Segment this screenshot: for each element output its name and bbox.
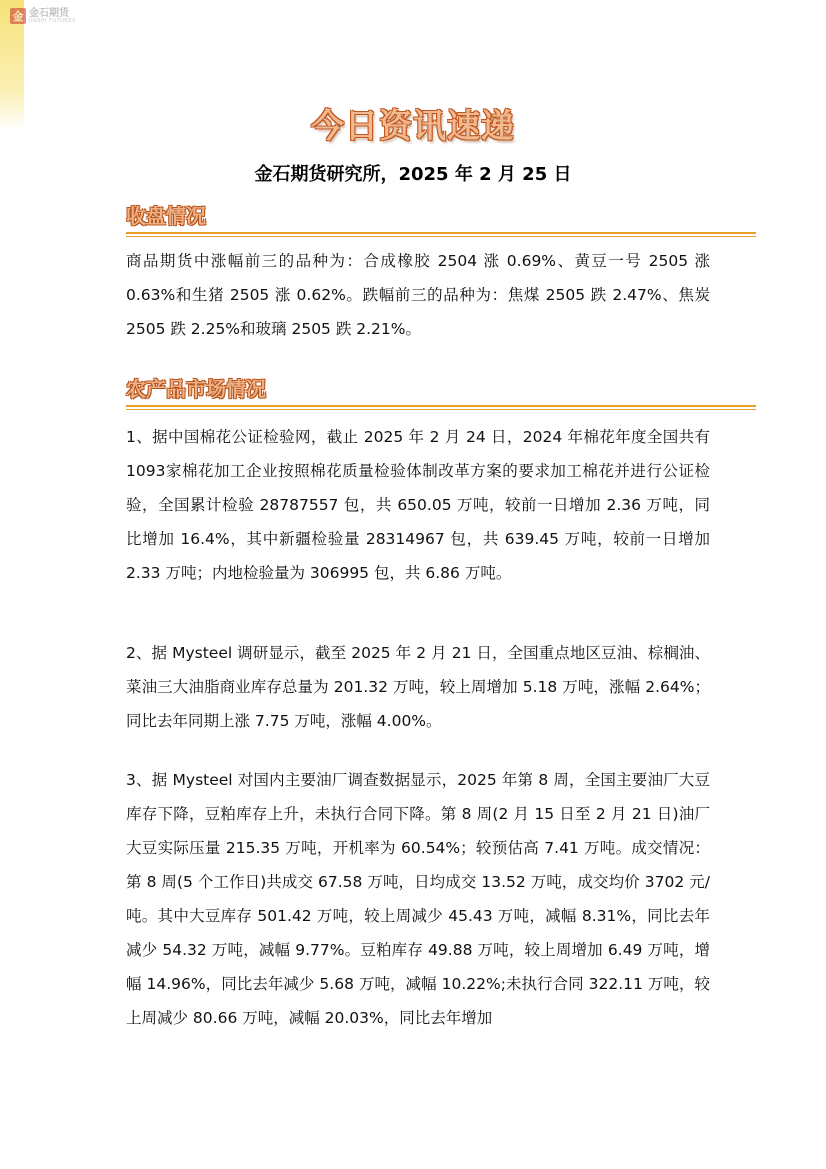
section-divider [126,405,756,410]
logo-text [29,9,76,24]
section-header-agri [126,376,756,410]
section-header-closing [126,203,756,237]
logo-mark-icon: 金 [10,8,26,24]
company-logo [10,6,84,26]
agri-item-3: 3、据 Mysteel 对国内主要油厂调查数据显示，2025 年第 8 周，全国主要油厂大豆库存下降，豆粕库存上升，未执行合同下降。第 8 周(2 月 15 日至 2 月 21 日)油厂大豆实际压量 215.35 万吨，开机率为 60.54%；较预估高 7.41 万吨。成交情况：第 8 周(5 个工作日)共成交 67.58 万吨，日均成交 13.52 万吨，成交均价 3702 元/吨。其中大豆库存 501.42 万吨，较上周减少 45.43 万吨，减幅 8.31%，同比去年减少 54.32 万吨，减幅 9.77%。豆粕库存 49.88 万吨，较上周增加 6.49 万吨，增幅 14.96%，同比去年减少 5.68 万吨，减幅 10.22%;未执行合同 322.11 万吨，较上周减少 80.66 万吨，减幅 20.03%，同比去年增加 [126,771,710,1027]
agri-item-1: 1、据中国棉花公证检验网，截止 2025 年 2 月 24 日，2024 年棉花年度全国共有1093家棉花加工企业按照棉花质量检验体制改革方案的要求加工棉花并进行公证检验，全国累计检验 28787557 包，共 650.05 万吨，较前一日增加 2.36 万吨，同比增加 16.4%，其中新疆检验量 28314967 包，共 639.45 万吨，较前一日增加 2.33 万吨；内地检验量为 306995 包，共 6.86 万吨。 [126,428,710,582]
logo-name-cn: 金石期货 [29,7,69,19]
closing-summary-paragraph: 商品期货中涨幅前三的品种为：合成橡胶 2504 涨 0.69%、黄豆一号 2505 涨 0.63%和生猪 2505 涨 0.62%。跌幅前三的品种为：焦煤 2505 跌 2.47%、焦炭 2505 跌 2.25%和玻璃 2505 跌 2.21%。 [126,252,710,338]
section-title-agri: 农产品市场情况 [126,377,266,401]
logo-name-en: JINSHI FUTURES [29,17,76,24]
agri-item-2: 2、据 Mysteel 调研显示，截至 2025 年 2 月 21 日，全国重点地区豆油、棕榈油、菜油三大油脂商业库存总量为 201.32 万吨，较上周增加 5.18 万吨，涨幅 2.64%；同比去年同期上涨 7.75 万吨，涨幅 4.00%。 [126,644,710,730]
section-title-closing: 收盘情况 [126,204,206,228]
section-divider [126,232,756,237]
page-subtitle: 金石期货研究所，2025 年 2 月 25 日 [254,164,572,185]
page-title: 今日资讯速递 [311,106,515,145]
